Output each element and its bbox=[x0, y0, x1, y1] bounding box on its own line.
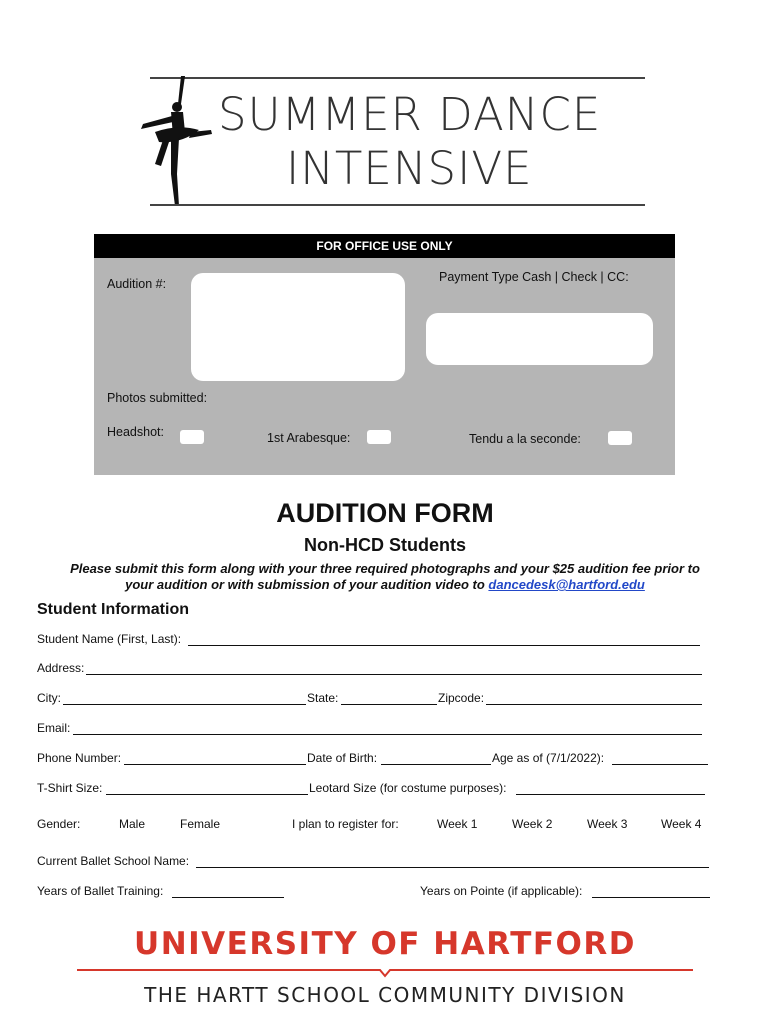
logo-line-1: SUMMER DANCE bbox=[218, 88, 602, 141]
headshot-label: Headshot: bbox=[107, 425, 164, 439]
zipcode-label: Zipcode: bbox=[438, 691, 485, 705]
tendu-label: Tendu a la seconde: bbox=[469, 432, 581, 446]
years-ballet-line[interactable] bbox=[172, 897, 284, 898]
tendu-checkbox[interactable] bbox=[608, 431, 632, 445]
student-name-label: Student Name (First, Last): bbox=[37, 632, 182, 646]
dancedesk-email-link[interactable]: dancedesk@hartford.edu bbox=[488, 577, 645, 592]
week-3-option[interactable]: Week 3 bbox=[587, 817, 628, 831]
age-as-of-label: Age as of (7/1/2022): bbox=[492, 751, 605, 765]
payment-type-field[interactable] bbox=[426, 313, 653, 365]
years-ballet-label: Years of Ballet Training: bbox=[37, 884, 164, 898]
logo-line-2: INTENSIVE bbox=[286, 142, 533, 195]
payment-type-label: Payment Type Cash | Check | CC: bbox=[439, 270, 629, 284]
address-line[interactable] bbox=[86, 674, 702, 675]
ballet-school-line[interactable] bbox=[196, 867, 709, 868]
office-use-header: FOR OFFICE USE ONLY bbox=[94, 234, 675, 258]
photos-submitted-label: Photos submitted: bbox=[107, 391, 208, 405]
footer-rule-notch-icon bbox=[370, 966, 400, 978]
email-label: Email: bbox=[37, 721, 71, 735]
instructions-line-2: your audition or with submission of your audition video to dancedesk@hartford.edu bbox=[125, 577, 645, 592]
dob-line[interactable] bbox=[381, 764, 491, 765]
years-pointe-line[interactable] bbox=[592, 897, 710, 898]
logo-bottom-rule bbox=[150, 204, 645, 206]
instructions-line-1: Please submit this form along with your three required photographs and your $25 audition fee prior to bbox=[70, 561, 700, 576]
week-4-option[interactable]: Week 4 bbox=[661, 817, 702, 831]
university-of-hartford-wordmark: UNIVERSITY OF HARTFORD bbox=[134, 926, 636, 962]
week-2-option[interactable]: Week 2 bbox=[512, 817, 553, 831]
address-label: Address: bbox=[37, 661, 85, 675]
phone-line[interactable] bbox=[124, 764, 306, 765]
office-use-panel bbox=[94, 234, 675, 475]
logo-top-rule bbox=[150, 77, 645, 79]
student-name-line[interactable] bbox=[188, 645, 700, 646]
arabesque-label: 1st Arabesque: bbox=[267, 431, 351, 445]
hartt-school-division: THE HARTT SCHOOL COMMUNITY DIVISION bbox=[144, 983, 626, 1007]
dob-label: Date of Birth: bbox=[307, 751, 378, 765]
leotard-label: Leotard Size (for costume purposes): bbox=[309, 781, 507, 795]
footer-rule-right bbox=[393, 969, 693, 971]
form-title: AUDITION FORM bbox=[276, 498, 494, 528]
tshirt-label: T-Shirt Size: bbox=[37, 781, 103, 795]
gender-label: Gender: bbox=[37, 817, 81, 831]
gender-option-female[interactable]: Female bbox=[180, 817, 221, 831]
audition-number-field[interactable] bbox=[191, 273, 405, 381]
city-label: City: bbox=[37, 691, 61, 705]
age-line[interactable] bbox=[612, 764, 708, 765]
city-line[interactable] bbox=[63, 704, 306, 705]
footer-rule-left bbox=[77, 969, 377, 971]
form-subtitle: Non-HCD Students bbox=[304, 535, 466, 555]
gender-option-male[interactable]: Male bbox=[119, 817, 146, 831]
ballet-school-label: Current Ballet School Name: bbox=[37, 854, 190, 868]
headshot-checkbox[interactable] bbox=[180, 430, 204, 444]
instructions bbox=[30, 561, 740, 593]
phone-label: Phone Number: bbox=[37, 751, 122, 765]
state-line[interactable] bbox=[341, 704, 437, 705]
arabesque-checkbox[interactable] bbox=[367, 430, 391, 444]
zipcode-line[interactable] bbox=[486, 704, 702, 705]
audition-number-label: Audition #: bbox=[107, 277, 167, 291]
leotard-line[interactable] bbox=[516, 794, 705, 795]
years-pointe-label: Years on Pointe (if applicable): bbox=[420, 884, 583, 898]
state-label: State: bbox=[307, 691, 339, 705]
email-line[interactable] bbox=[73, 734, 702, 735]
tshirt-line[interactable] bbox=[106, 794, 308, 795]
ballerina-silhouette-icon bbox=[133, 74, 213, 208]
student-information-heading: Student Information bbox=[37, 601, 189, 618]
week-1-option[interactable]: Week 1 bbox=[437, 817, 478, 831]
plan-register-label: I plan to register for: bbox=[292, 817, 399, 831]
